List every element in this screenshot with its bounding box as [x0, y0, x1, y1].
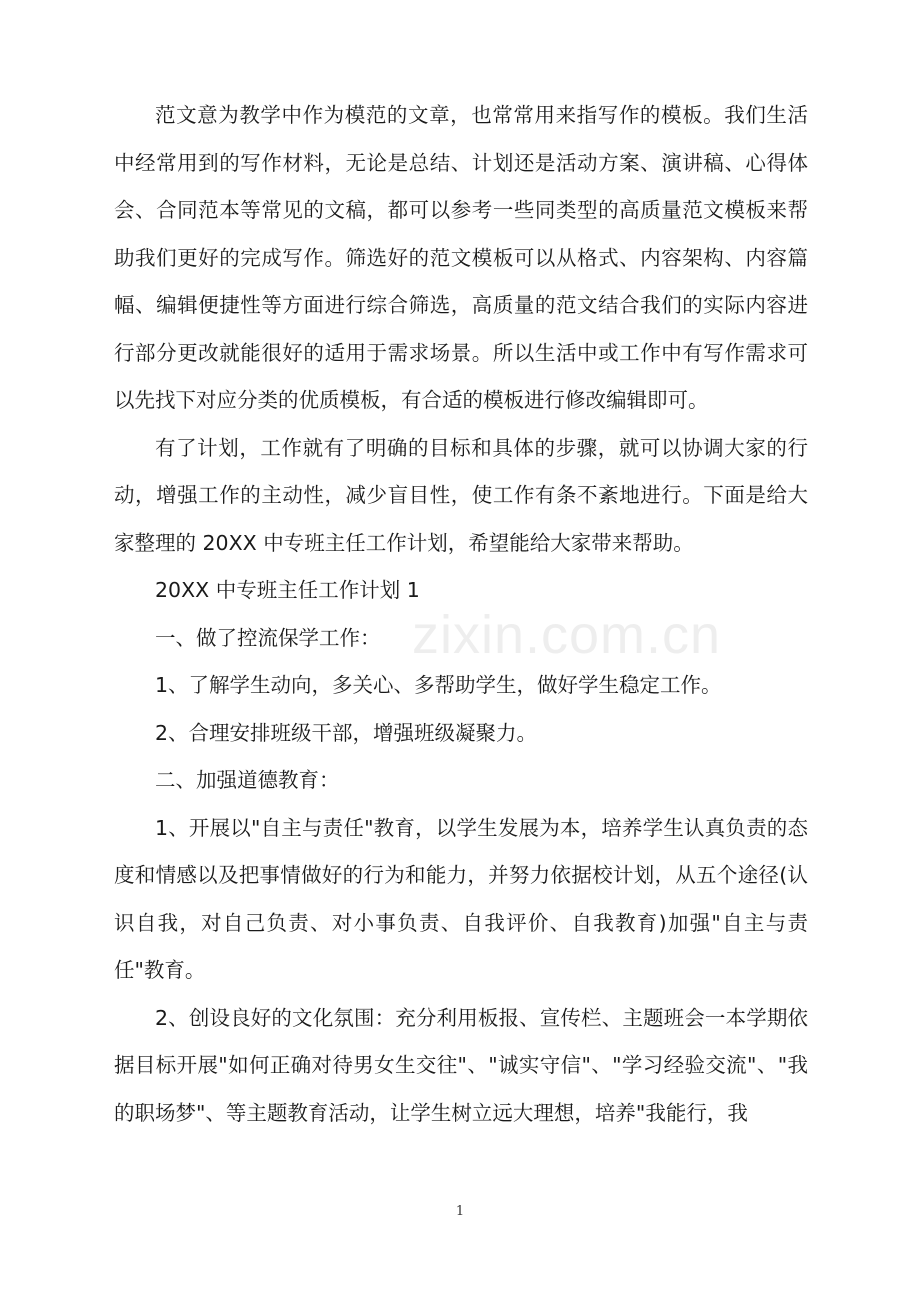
page-number: 1 — [455, 1204, 465, 1219]
list-item: 1、了解学生动向，多关心、多帮助学生，做好学生稳定工作。 — [155, 673, 722, 697]
heading-1: 一、做了控流保学工作： — [155, 625, 381, 650]
heading-2: 二、加强道德教育： — [155, 768, 340, 792]
paragraph-preface: 有了计划，工作就有了明确的目标和具体的步骤，就可以协调大家的行动，增强工作的主动性，减少盲目性，使工作有条不紊地进行。下面是给大家整理的 20XX 中专班主任工作计划，希望能给大家带来帮助。 — [114, 435, 808, 555]
section-title: 20XX 中专班主任工作计划 1 — [155, 578, 420, 602]
list-item: 1、开展以"自主与责任"教育，以学生发展为本，培养学生认真负责的态度和情感以及把事情做好的行为和能力，并努力依据校计划，从五个途径(认识自我，对自己负责、对小事负责、自我评价、自我教育)加强"自主与责任"教育。 — [114, 815, 808, 982]
watermark: zixin.com.cn — [412, 605, 722, 665]
paragraph-intro: 范文意为教学中作为模范的文章，也常常用来指写作的模板。我们生活中经常用到的写作材料，无论是总结、计划还是活动方案、演讲稿、心得体会、合同范本等常见的文稿，都可以参考一些同类型的高质量范文模板来帮助我们更好的完成写作。筛选好的范文模板可以从格式、内容架构、内容篇幅、编辑便捷性等方面进行综合筛选，高质量的范文结合我们的实际内容进行部分更改就能很好的适用于需求场景。所以生活中或工作中有写作需求可以先找下对应分类的优质模板，有合适的模板进行修改编辑即可。 — [114, 103, 808, 412]
list-item: 2、创设良好的文化氛围：充分利用板报、宣传栏、主题班会一本学期依据目标开展"如何正确对待男女生交往"、"诚实守信"、"学习经验交流"、"我的职场梦"、等主题教育活动，让学生树立远大理想，培养"我能行，我 — [114, 1005, 808, 1125]
list-item: 2、合理安排班级干部，增强班级凝聚力。 — [155, 720, 538, 745]
